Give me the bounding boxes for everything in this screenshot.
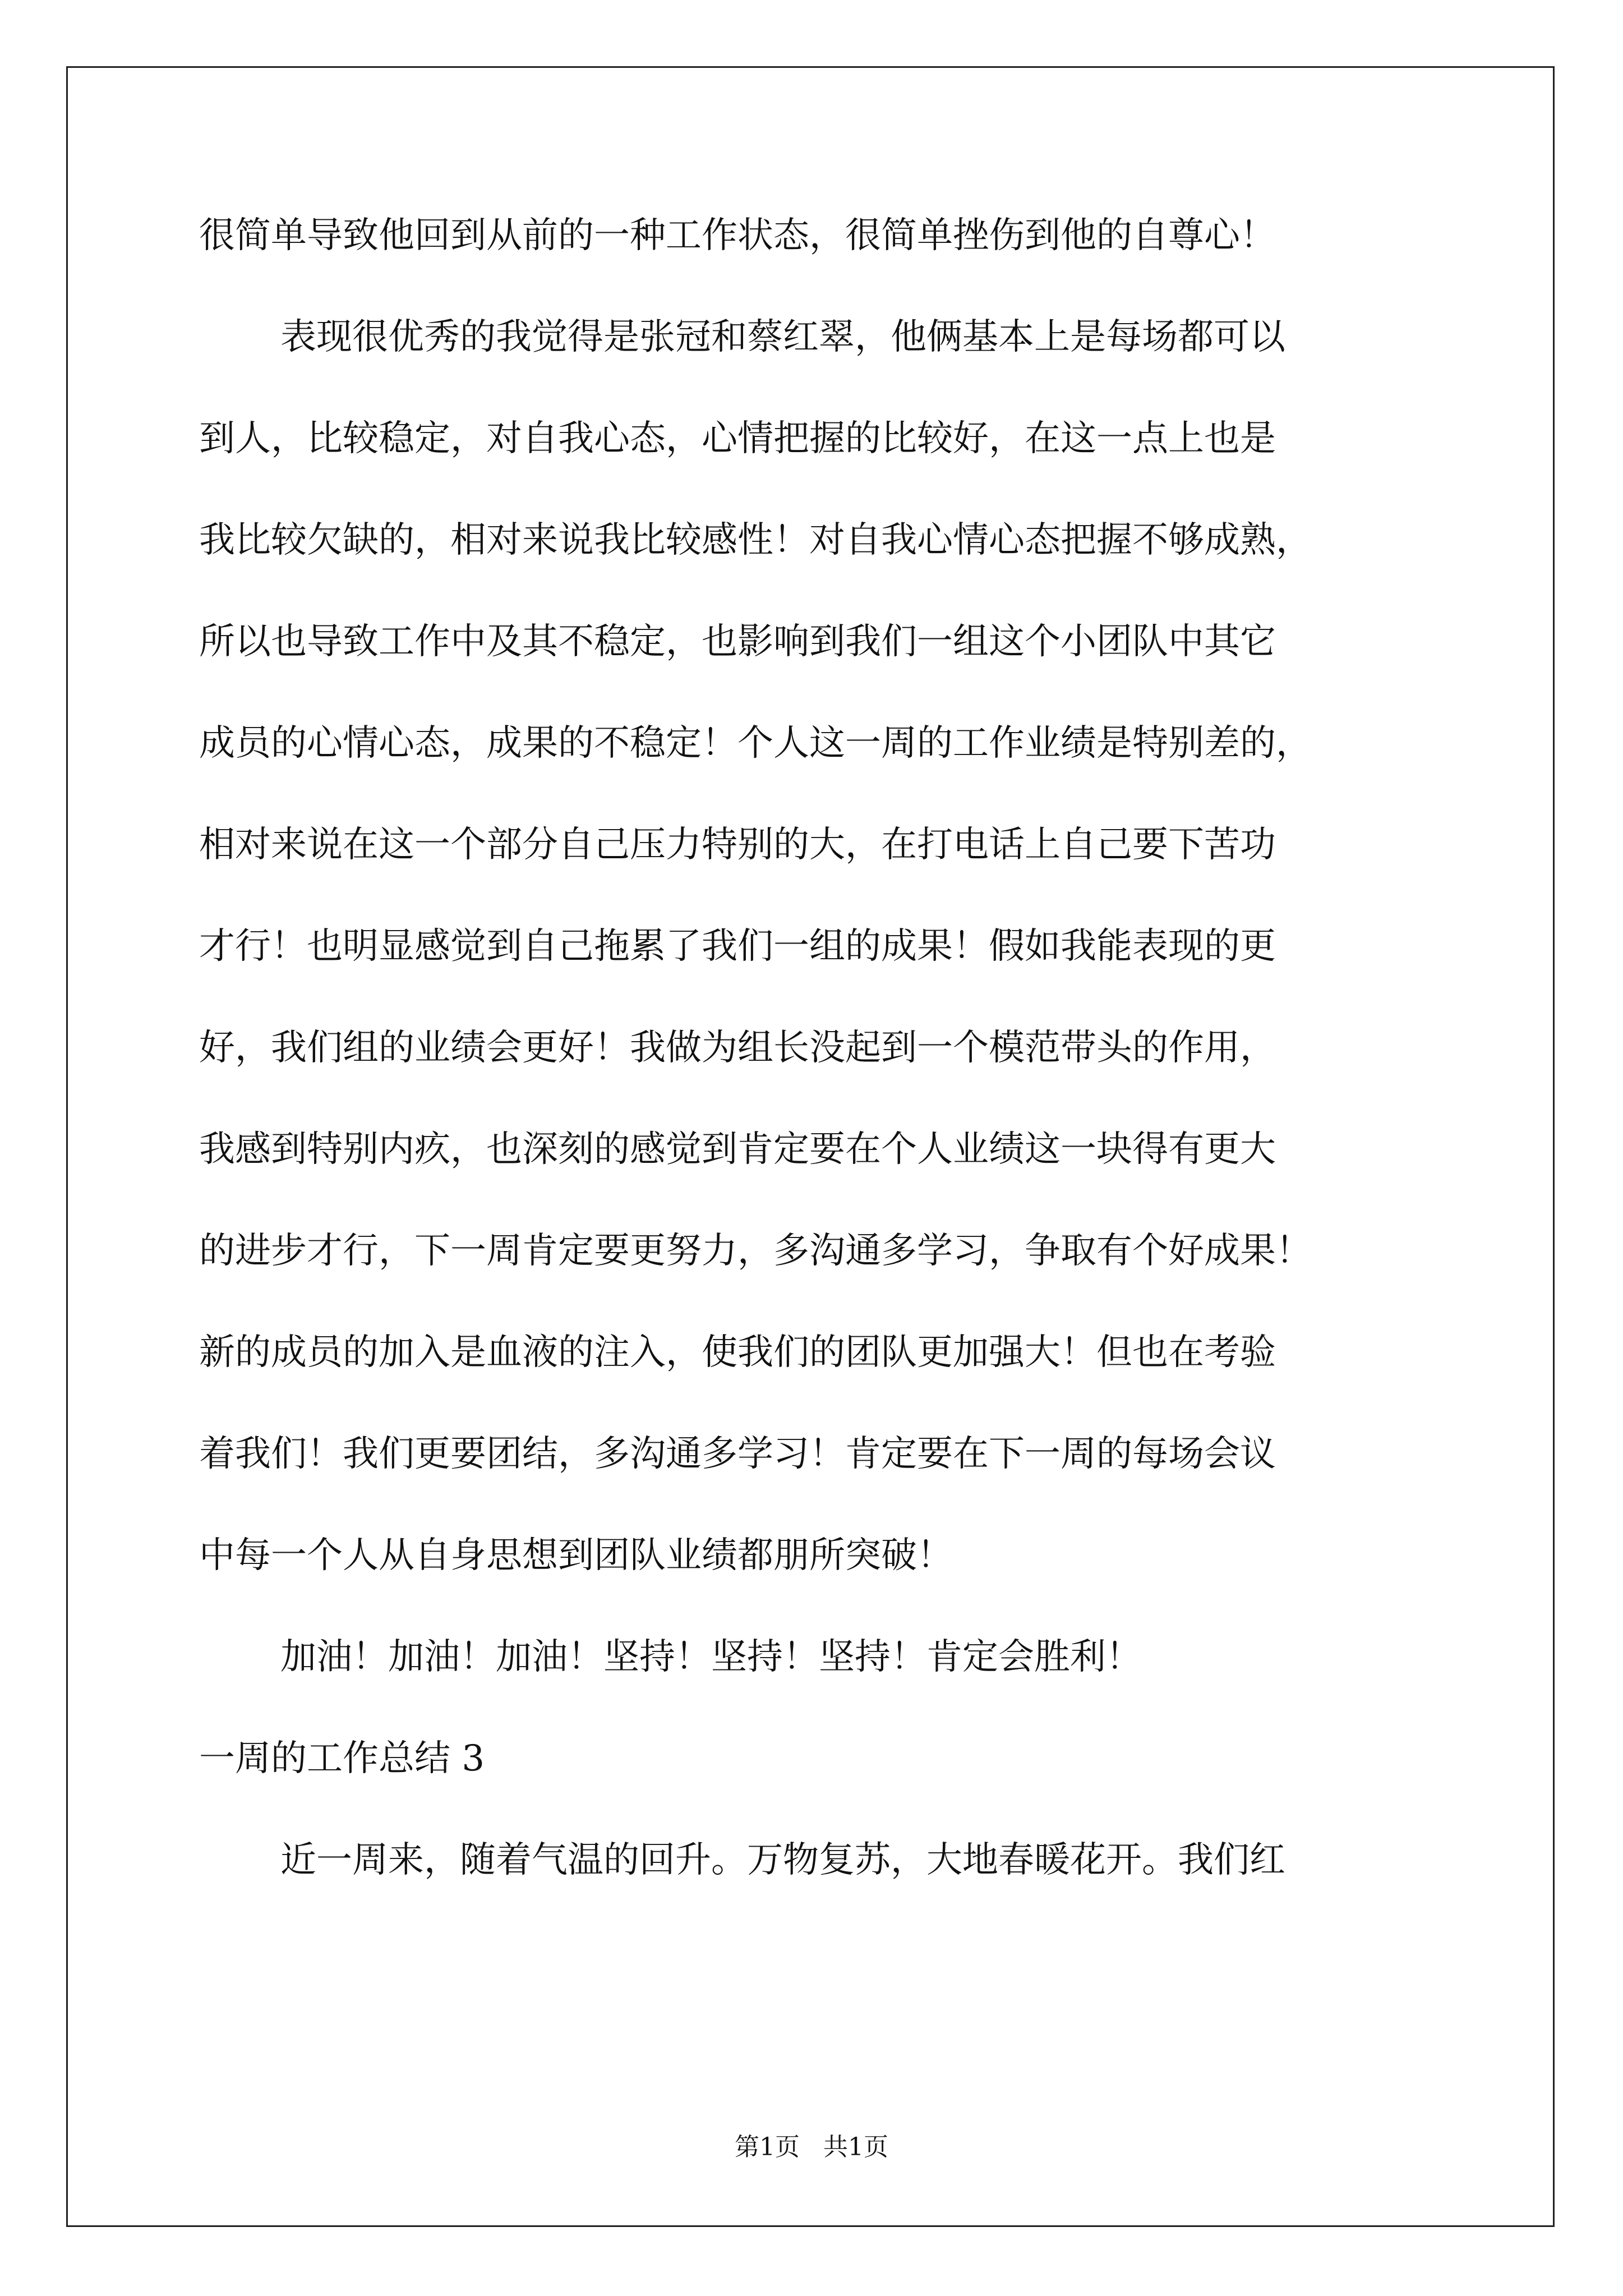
body-line-4: 我比较欠缺的，相对来说我比较感性！对自我心情心态把握不够成熟， xyxy=(199,519,1312,561)
body-line-15: 加油！加油！加油！坚持！坚持！坚持！肯定会胜利！ xyxy=(280,1636,1142,1678)
body-line-8: 才行！也明显感觉到自己拖累了我们一组的成果！假如我能表现的更 xyxy=(199,926,1276,967)
body-line-14: 中每一个人从自身思想到团队业绩都朋所突破！ xyxy=(199,1535,953,1576)
body-line-10: 我感到特别内疚，也深刻的感觉到肯定要在个人业绩这一块得有更大 xyxy=(199,1129,1276,1170)
body-line-17: 近一周来，随着气温的回升。万物复苏，大地春暖花开。我们红 xyxy=(280,1839,1285,1881)
body-line-3: 到人，比较稳定，对自我心态，心情把握的比较好，在这一点上也是 xyxy=(199,418,1276,459)
section-heading: 一周的工作总结 3 xyxy=(199,1738,485,1779)
body-line-12: 新的成员的加入是血液的注入，使我们的团队更加强大！但也在考验 xyxy=(199,1332,1276,1373)
page-footer: 第1页 共1页 xyxy=(735,2133,888,2161)
body-line-11: 的进步才行，下一周肯定要更努力，多沟通多学习，争取有个好成果！ xyxy=(199,1230,1312,1272)
body-line-2: 表现很优秀的我觉得是张冠和蔡红翠，他俩基本上是每场都可以 xyxy=(280,316,1285,358)
body-line-5: 所以也导致工作中及其不稳定，也影响到我们一组这个小团队中其它 xyxy=(199,621,1276,662)
body-line-7: 相对来说在这一个部分自己压力特别的大，在打电话上自己要下苦功 xyxy=(199,824,1276,866)
body-line-9: 好，我们组的业绩会更好！我做为组长没起到一个模范带头的作用， xyxy=(199,1027,1276,1069)
body-line-13: 着我们！我们更要团结，多沟通多学习！肯定要在下一周的每场会议 xyxy=(199,1433,1276,1475)
body-line-6: 成员的心情心态，成果的不稳定！个人这一周的工作业绩是特别差的， xyxy=(199,723,1312,764)
body-line-1: 很简单导致他回到从前的一种工作状态，很简单挫伤到他的自尊心！ xyxy=(199,215,1276,256)
